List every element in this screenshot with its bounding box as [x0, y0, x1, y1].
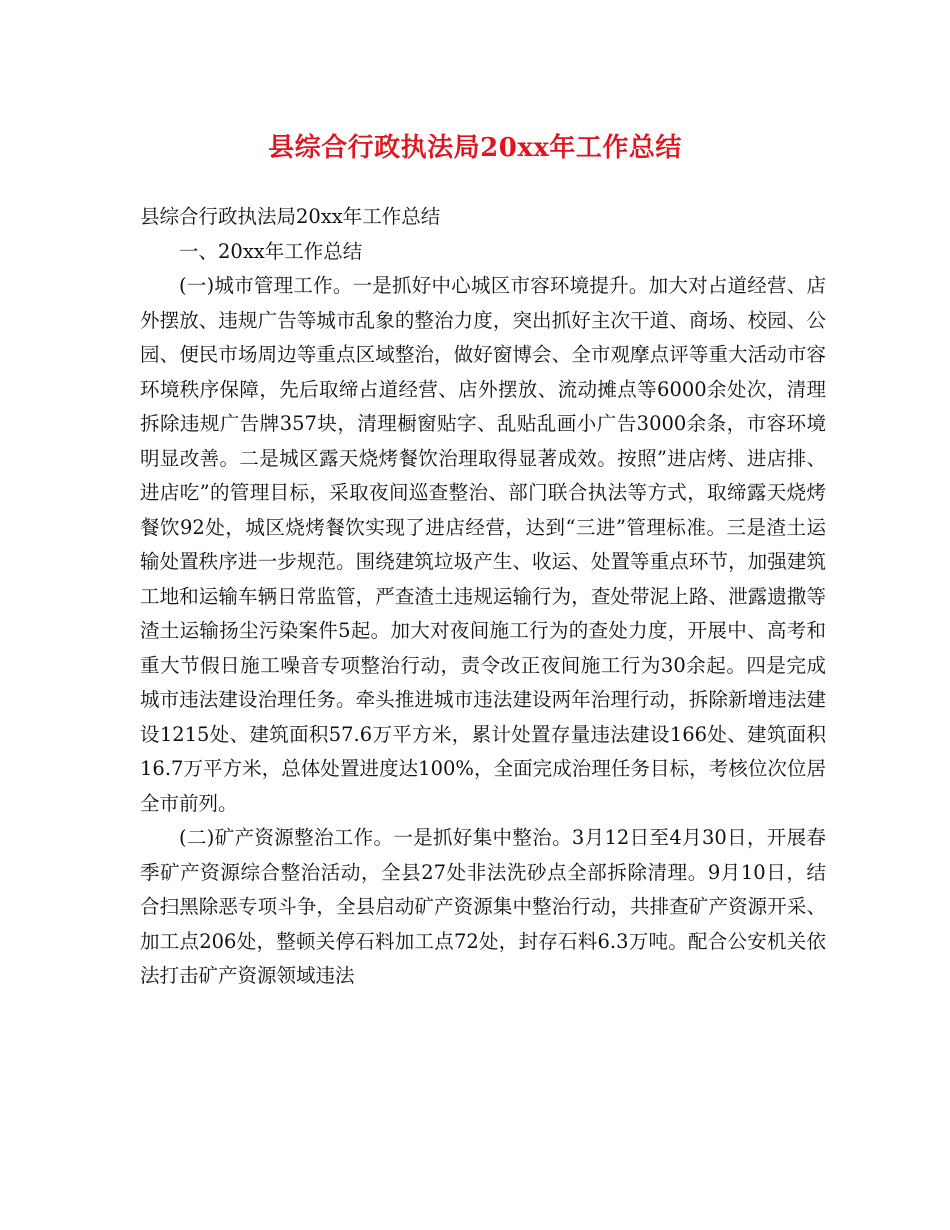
section-heading: 一、20xx年工作总结	[179, 239, 363, 263]
document-title: 县综合行政执法局20xx年工作总结	[268, 133, 682, 163]
document-body	[140, 200, 826, 994]
document-subtitle: 县综合行政执法局20xx年工作总结	[140, 205, 441, 228]
paragraph-city-management: (一)城市管理工作。一是抓好中心城区市容环境提升。加大对占道经营、店外摆放、违规广告等城市乱象的整治力度，突出抓好主次干道、商场、校园、公园、便民市场周边等重点区域整治，做好窗博会、全市观摩点评等重大活动市容环境秩序保障，先后取缔占道经营、店外摆放、流动摊点等6000余处次，清理拆除违规广告牌357块，清理橱窗贴字、乱贴乱画小广告3000余条，市容环境明显改善。二是城区露天烧烤餐饮治理取得显著成效。按照”进店烤、进店排、进店吃”的管理目标，采取夜间巡查整治、部门联合执法等方式，取缔露天烧烤餐饮92处，城区烧烤餐饮实现了进店经营，达到“三进”管理标准。三是渣土运输处置秩序进一步规范。围绕建筑垃圾产生、收运、处置等重点环节，加强建筑工地和运输车辆日常监管，严查渣土违规运输行为，查处带泥上路、泄露遗撒等渣土运输扬尘污染案件5起。加大对夜间施工行为的查处力度，开展中、高考和重大节假日施工噪音专项整治行动，责令改正夜间施工行为30余起。四是完成城市违法建设治理任务。牵头推进城市违法建设两年治理行动，拆除新增违法建设1215处、建筑面积57.6万平方米，累计处置存量违法建设166处、建筑面积16.7万平方米，总体处置进度达100%，全面完成治理任务目标，考核位次位居全市前列。	[140, 274, 826, 815]
paragraph-mineral-resources: (二)矿产资源整治工作。一是抓好集中整治。3月12日至4月30日，开展春季矿产资源综合整治活动，全县27处非法洗砂点全部拆除清理。9月10日，结合扫黑除恶专项斗争，全县启动矿产资源集中整治行动，共排查矿产资源开采、加工点206处，整顿关停石料加工点72处，封存石料6.3万吨。配合公安机关依法打击矿产资源领域违法	[140, 826, 826, 987]
